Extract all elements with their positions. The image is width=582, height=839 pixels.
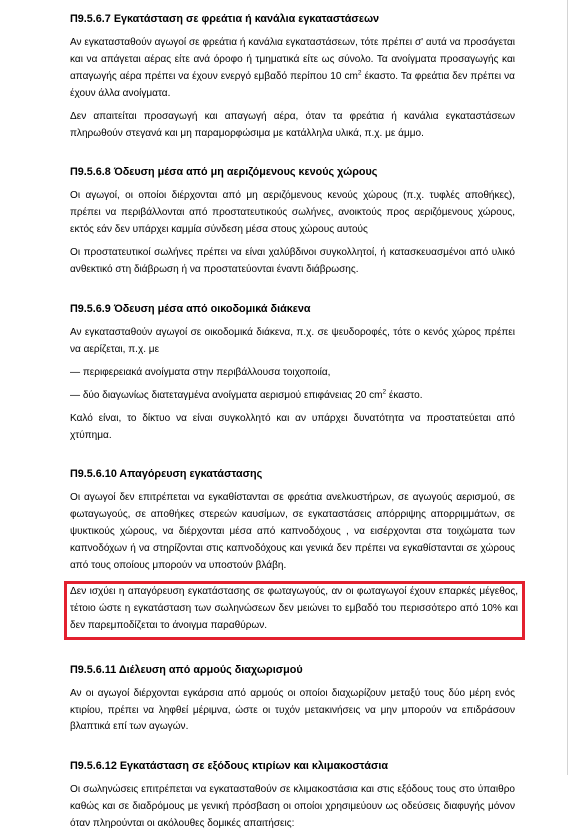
paragraph: Δεν απαιτείται προσαγωγή και απαγωγή αέρα, όταν τα φρεάτια ή κανάλια εγκαταστάσεων πληρωθούν στεγανά και μη παραμορφώσιμα με κατάλληλα υλικά, π.χ. με άμμο. [70,110,515,139]
paragraph: Οι σωληνώσεις επιτρέπεται να εγκατασταθούν σε κλιμακοστάσια και στις εξόδους τους στο ύπαιθρο καθώς και σε διαδρόμους με γενική πρόσβαση οι οποίοι χρησιμεύουν ως οδεύσεις διαφυγής μόνον όταν πληρούνται οι ακόλουθες δομικές απαιτήσεις: [70,784,515,830]
document-content [70,13,518,839]
highlight-box [64,581,525,640]
paragraph: Αν οι αγωγοί διέρχονται εγκάρσια από αρμούς οι οποίοι διαχωρίζουν μεταξύ τους δύο μέρη ενός κτιρίου, πρέπει να ληφθεί μέριμνα, ώστε οι τυχόν μετακινήσεις να μην μπορούν να επιδράσουν βλαπτικά επί των αγωγών. [70,687,515,733]
section-heading: Π9.5.6.11 Διέλευση από αρμούς διαχωρισμού [70,663,303,676]
paragraph: Αν εγκατασταθούν αγωγοί σε οικοδομικά διάκενα, π.χ. σε ψευδοροφές, τότε ο κενός χώρος πρέπει να αερίζεται, π.χ. με [70,326,515,355]
highlighted-paragraph: Δεν ισχύει η απαγόρευση εγκατάστασης σε φωταγωγούς, αν οι φωταγωγοί έχουν επαρκές μέγεθος, τέτοιο ώστε η εγκατάσταση των σωληνώσεων δεν μειώνει το εμβαδό του περισσότερο από 10% και δεν παρεμποδίζεται το άνοιγμα παραθύρων. [70,585,518,631]
page-edge-line [567,0,568,775]
section-heading: Π9.5.6.10 Απαγόρευση εγκατάστασης [70,468,263,481]
paragraph: Καλό είναι, το δίκτυο να είναι συγκολλητό και αν υπάρχει δυνατότητα να προστατεύεται από χτύπημα. [70,412,515,441]
section-heading: Π9.5.6.12 Εγκατάσταση σε εξόδους κτιρίων και κλιμακοστάσια [70,760,388,773]
paragraph: Οι αγωγοί, οι οποίοι διέρχονται από μη αεριζόμενους κενούς χώρους (π.χ. τυφλές αποθήκες), πρέπει να περιβάλλονται από προστατευτικούς σωλήνες, ανοικτούς προς αεριζόμενους χώρους, εκτός εάν δεν υπάρχει καμμία σύνδεση μέσα στους χώρους αυτούς [70,190,515,236]
section-heading: Π9.5.6.7 Εγκατάσταση σε φρεάτια ή κανάλια εγκαταστάσεων [70,13,380,25]
paragraph: Οι αγωγοί δεν επιτρέπεται να εγκαθίστανται σε φρεάτια ανελκυστήρων, σε αγωγούς αερισμού, σε φωταγωγούς, σε αποθήκες στερεών καυσίμων, σε εγκαταστάσεις απόρριψης απορριμμάτων, σε ψυκτικούς χώρους, να διέρχονται μέσα από καπνοδόχους , να εισέρχονται στα τοιχώματα των καπνοδόχων ή να στηρίζονται στις καπνοδόχους και γενικά δεν πρέπει να εγκαθίστανται σε χώρους από τους οποίους μπορούν να υποστούν βλάβη. [70,492,515,572]
list-item: — δύο διαγωνίως διατεταγμένα ανοίγματα αερισμού επιφάνειας 20 $cm^2$ έκαστο. [70,388,423,401]
paragraph: Οι προστατευτικοί σωλήνες πρέπει να είναι χαλύβδινοι συγκολλητοί, ή κατασκευασμένοι από υλικό ανθεκτικό στη διάβρωση ή να προστατεύονται έναντι διάβρωσης. [70,247,515,276]
paragraph: Αν εγκατασταθούν αγωγοί σε φρεάτια ή κανάλια εγκαταστάσεων, τότε πρέπει σ' αυτά να προσάγεται και να απάγεται αέρας είτε ανά όροφο ή τμηματικά είτε ως σύνολο. Τα ανοίγματα προσαγωγής και απαγωγής αέρα πρέπει να έχουν ενεργό εμβαδό περίπου 10 $cm^2$ έκαστο. Τα φρεάτια δεν πρέπει να έχουν άλλα ανοίγματα. [70,37,515,99]
list-item: — περιφερειακά ανοίγματα στην περιβάλλουσα τοιχοποιία, [70,366,331,378]
section-heading: Π9.5.6.8 Όδευση μέσα από μη αεριζόμενους κενούς χώρους [70,166,378,179]
section-heading: Π9.5.6.9 Όδευση μέσα από οικοδομικά διάκενα [70,302,311,315]
